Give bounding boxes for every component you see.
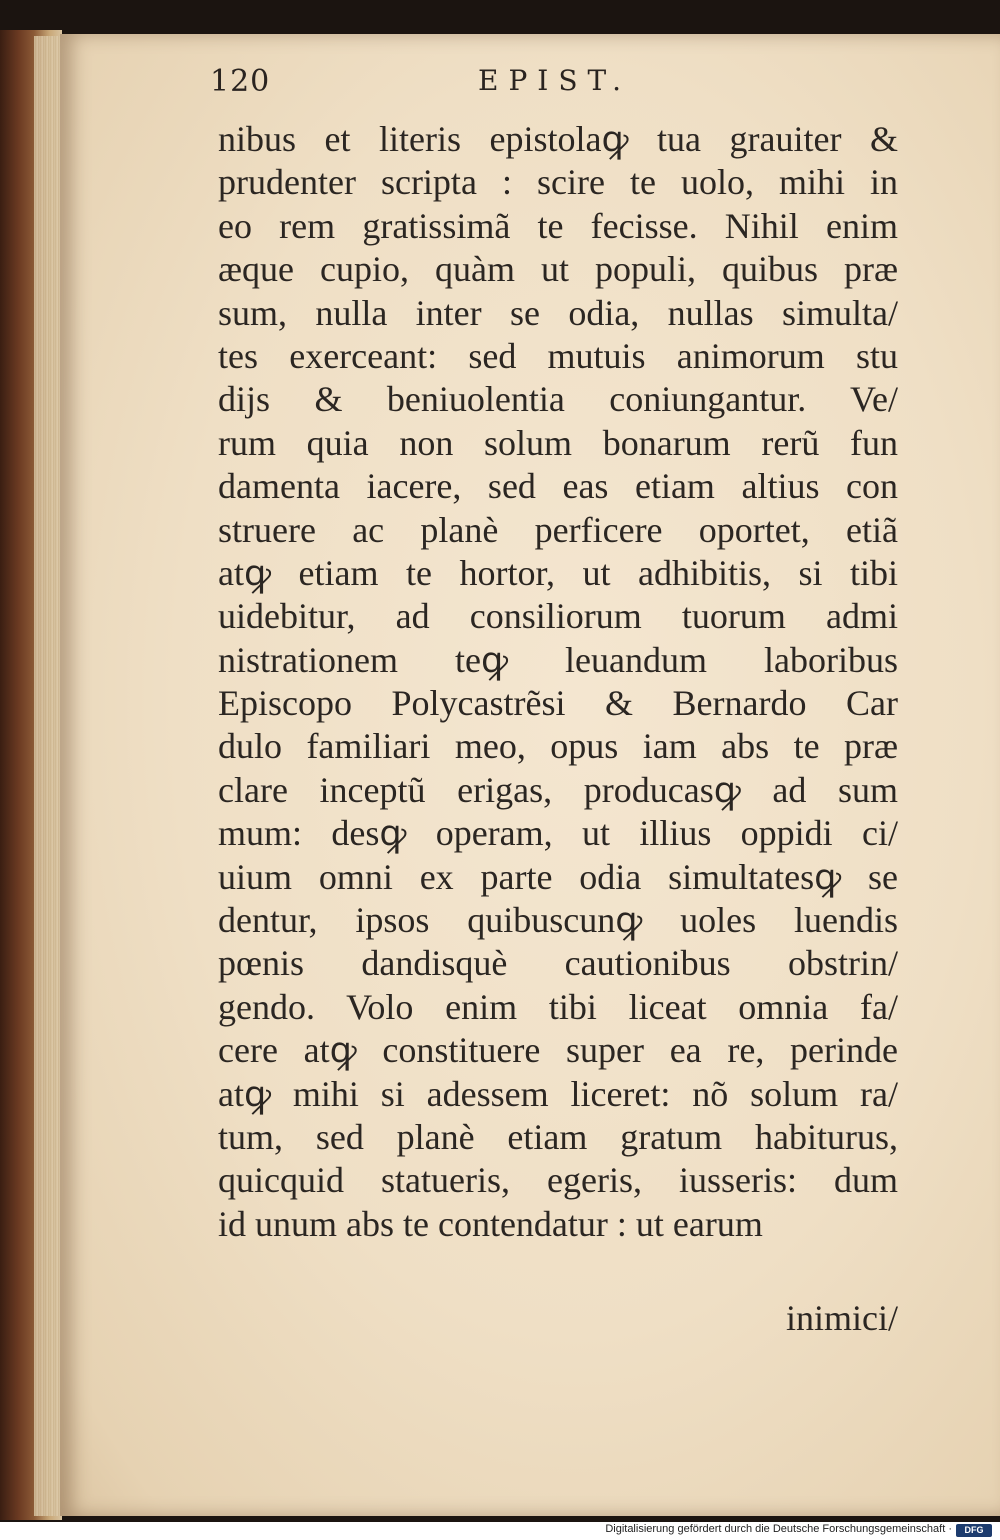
- dfg-logo: DFG: [956, 1524, 992, 1537]
- catchword-row: [218, 1296, 898, 1340]
- text-line: nistrationem teꝙ leuandum laboribus: [218, 639, 898, 680]
- text-line: prudenter scripta : scire te uolo, mihi in: [218, 162, 898, 203]
- text-line: clare inceptũ erigas, producasꝙ ad sum: [218, 769, 898, 810]
- text-line: dijs & beniuolentia coniungantur. Ve/: [218, 379, 898, 420]
- text-line: mum: desꝙ operam, ut illius oppidi ci/: [218, 813, 898, 854]
- text-line: id unum abs te contendatur : ut earum: [218, 1203, 763, 1244]
- text-line: æque cupio, quàm ut populi, quibus præ: [218, 249, 898, 290]
- text-line: nibus et literis epistolaꝙ tua grauiter &: [218, 119, 898, 159]
- text-line: dulo familiari meo, opus iam abs te præ: [218, 726, 898, 767]
- text-line: damenta iacere, sed eas etiam altius con: [218, 466, 898, 507]
- text-line: sum, nulla inter se odia, nullas simulta/: [218, 292, 898, 333]
- text-line: cere atꝙ constituere super ea re, perinde: [218, 1030, 898, 1071]
- text-line: eo rem gratissimã te fecisse. Nihil enim: [218, 205, 898, 246]
- text-line: pœnis dandisquè cautionibus obstrin/: [218, 943, 898, 984]
- text-line: quicquid statueris, egeris, iusseris: dum: [218, 1160, 898, 1201]
- text-line: atꝙ mihi si adessem liceret: nõ solum ra/: [218, 1073, 898, 1114]
- folio-number: 120: [210, 64, 271, 99]
- text-line: rum quia non solum bonarum rerũ fun: [218, 422, 898, 463]
- text-line: uium omni ex parte odia simultatesꝙ se: [218, 856, 898, 897]
- text-line: dentur, ipsos quibuscunꝙ uoles luendis: [218, 900, 898, 941]
- text-line: struere ac planè perficere oportet, etiã: [218, 509, 898, 550]
- page-header: [210, 64, 870, 104]
- text-line: tum, sed planè etiam gratum habiturus,: [218, 1116, 898, 1157]
- footer-bar: [0, 1522, 1000, 1540]
- text-line: atꝙ etiam te hortor, ut adhibitis, si tibi: [218, 552, 898, 593]
- text-line: tes exerceant: sed mutuis animorum stu: [218, 335, 898, 376]
- body-text: [218, 118, 898, 1246]
- text-line: uidebitur, ad consiliorum tuorum admi: [218, 596, 898, 637]
- text-line: gendo. Volo enim tibi liceat omnia fa/: [218, 986, 898, 1027]
- funding-credit: Digitalisierung gefördert durch die Deutsche Forschungsgemeinschaft ·: [605, 1523, 952, 1535]
- text-line: Episcopo Polycastrẽsi & Bernardo Car: [218, 683, 898, 724]
- running-head: EPIST.: [478, 64, 631, 97]
- catchword: inimici/: [786, 1298, 898, 1338]
